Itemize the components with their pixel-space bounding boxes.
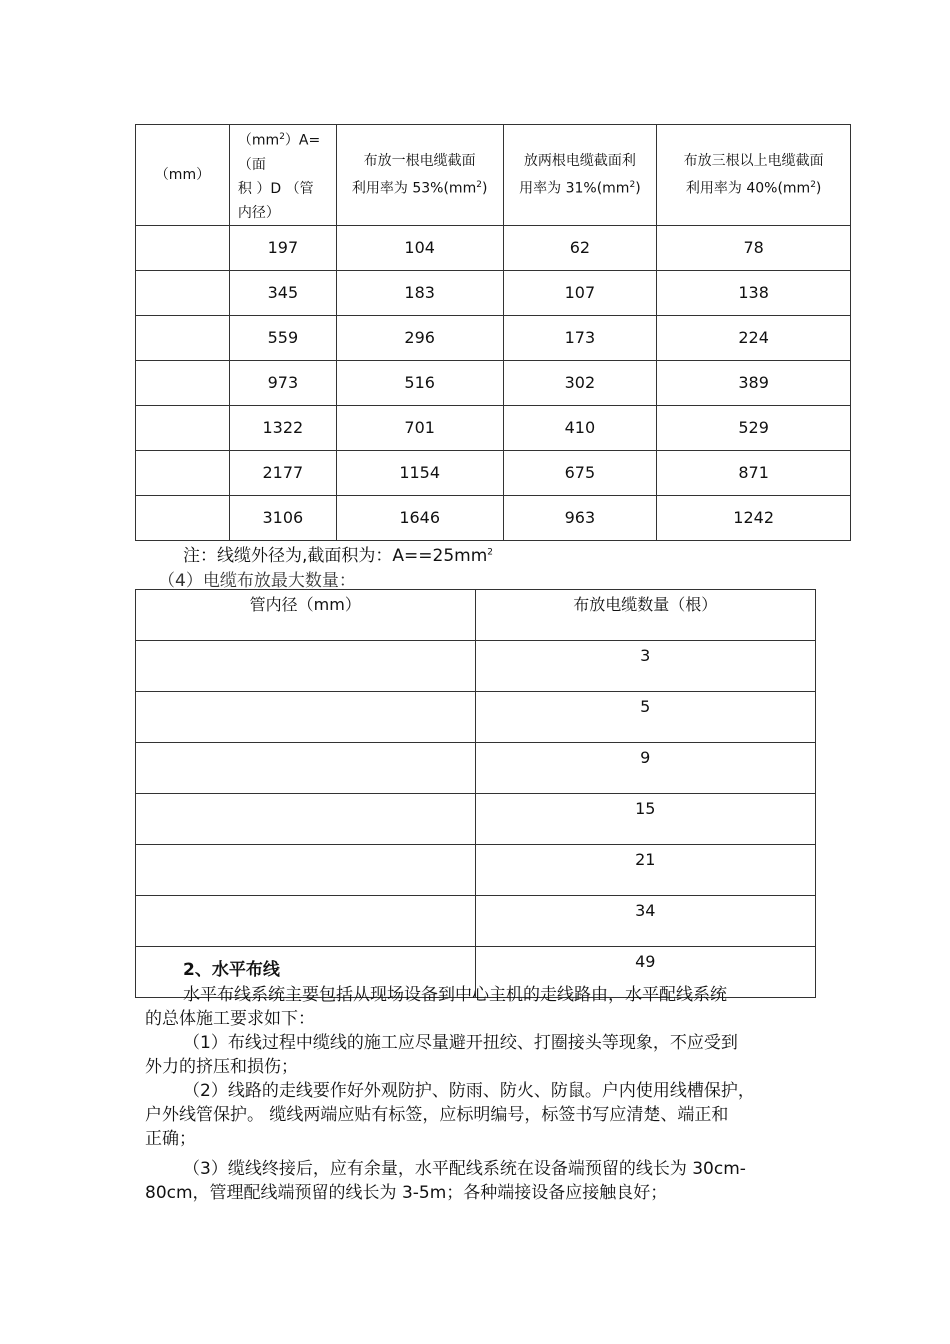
paragraph-line: （3）缆线终接后，应有余量，水平配线系统在设备端预留的线长为 30cm- — [183, 1159, 746, 1179]
table-cell — [136, 495, 230, 540]
paragraph-line: 户外线管保护。 缆线两端应贴有标签，应标明编号，标签书写应清楚、端正和 — [145, 1105, 729, 1125]
table-header-row — [136, 590, 816, 641]
table-cell: 21 — [475, 845, 816, 896]
table-row — [136, 743, 816, 794]
table-cell — [136, 641, 476, 692]
table-cell: 224 — [657, 315, 851, 360]
table-cell: 675 — [503, 450, 657, 495]
header-inner-diameter-cell: 管内径（mm） — [136, 590, 476, 641]
table-cell: 78 — [657, 225, 851, 270]
header-three-plus-cables-cell: 布放三根以上电缆截面 利用率为 $40\%(mm^2)$ — [657, 125, 851, 226]
table-cell: 183 — [336, 270, 503, 315]
table-row — [136, 794, 816, 845]
table-cell: 701 — [336, 405, 503, 450]
paragraph-line: 水平布线系统主要包括从现场设备到中心主机的走线路由，水平配线系统 — [183, 985, 727, 1005]
table-cell: 104 — [336, 225, 503, 270]
header-diameter-cell: （mm） — [136, 125, 230, 226]
table-cell — [136, 794, 476, 845]
table-row — [136, 641, 816, 692]
subheading-max-cables: （4）电缆布放最大数量： — [158, 571, 356, 591]
table-cell: 1242 — [657, 495, 851, 540]
paragraph-line: 外力的挤压和损伤； — [145, 1057, 298, 1077]
table-cell: 62 — [503, 225, 657, 270]
table-cell: 173 — [503, 315, 657, 360]
table-cell: 197 — [229, 225, 336, 270]
table-cell: 559 — [229, 315, 336, 360]
table-row — [136, 450, 851, 495]
table-row — [136, 495, 851, 540]
table-cell — [136, 225, 230, 270]
table-cell: 302 — [503, 360, 657, 405]
table-cell: 529 — [657, 405, 851, 450]
table-cell: 1646 — [336, 495, 503, 540]
table-cell — [136, 315, 230, 360]
table-cell: 34 — [475, 896, 816, 947]
table-cell: 1322 — [229, 405, 336, 450]
table-cell: 15 — [475, 794, 816, 845]
table-row — [136, 845, 816, 896]
table-cell: 3106 — [229, 495, 336, 540]
table-note: 注：线缆外径为,截面积为：$A==25mm^2$ — [183, 546, 494, 566]
header-two-cables-cell: 放两根电缆截面利 用率为 $31\%(mm^2)$ — [503, 125, 657, 226]
table-cell — [136, 450, 230, 495]
table-cell: 1154 — [336, 450, 503, 495]
max-cable-count-table — [135, 589, 816, 998]
table-cell — [136, 405, 230, 450]
table-cell — [136, 360, 230, 405]
table-cell: 138 — [657, 270, 851, 315]
table-row — [136, 315, 851, 360]
table-row — [136, 692, 816, 743]
table-row — [136, 270, 851, 315]
header-area-cell: $(mm^2)A=$（面 积 ）D （管 内径） — [229, 125, 336, 226]
paragraph-line: 正确； — [145, 1129, 196, 1149]
table-cell — [136, 692, 476, 743]
table-header-row — [136, 125, 851, 226]
table-cell: 49 — [475, 947, 816, 998]
table-cell — [136, 845, 476, 896]
table-cell: 2177 — [229, 450, 336, 495]
table-cell — [136, 270, 230, 315]
table-cell — [136, 896, 476, 947]
table-cell: 973 — [229, 360, 336, 405]
table-cell: 107 — [503, 270, 657, 315]
table-row — [136, 405, 851, 450]
table-cell: 516 — [336, 360, 503, 405]
header-one-cable-cell: 布放一根电缆截面 利用率为 $53\%(mm^2)$ — [336, 125, 503, 226]
table-cell: 5 — [475, 692, 816, 743]
table-cell: 3 — [475, 641, 816, 692]
paragraph-line: 80cm，管理配线端预留的线长为 3-5m；各种端接设备应接触良好； — [145, 1183, 668, 1203]
table-cell: 9 — [475, 743, 816, 794]
table-row — [136, 896, 816, 947]
table-cell: 345 — [229, 270, 336, 315]
table-cell: 410 — [503, 405, 657, 450]
table-row — [136, 360, 851, 405]
section-heading: 2、水平布线 — [183, 960, 280, 980]
table-cell — [136, 743, 476, 794]
table-row — [136, 225, 851, 270]
header-cable-count-cell: 布放电缆数量（根） — [475, 590, 816, 641]
paragraph-line: 的总体施工要求如下： — [145, 1009, 315, 1029]
table-cell: 963 — [503, 495, 657, 540]
table-cell: 871 — [657, 450, 851, 495]
table-cell: 296 — [336, 315, 503, 360]
paragraph-line: （2）线路的走线要作好外观防护、防雨、防火、防鼠。户内使用线槽保护， — [183, 1081, 755, 1101]
conduit-utilization-table — [135, 124, 851, 541]
table-cell: 389 — [657, 360, 851, 405]
paragraph-line: （1）布线过程中缆线的施工应尽量避开扭绞、打圈接头等现象，不应受到 — [183, 1033, 738, 1053]
